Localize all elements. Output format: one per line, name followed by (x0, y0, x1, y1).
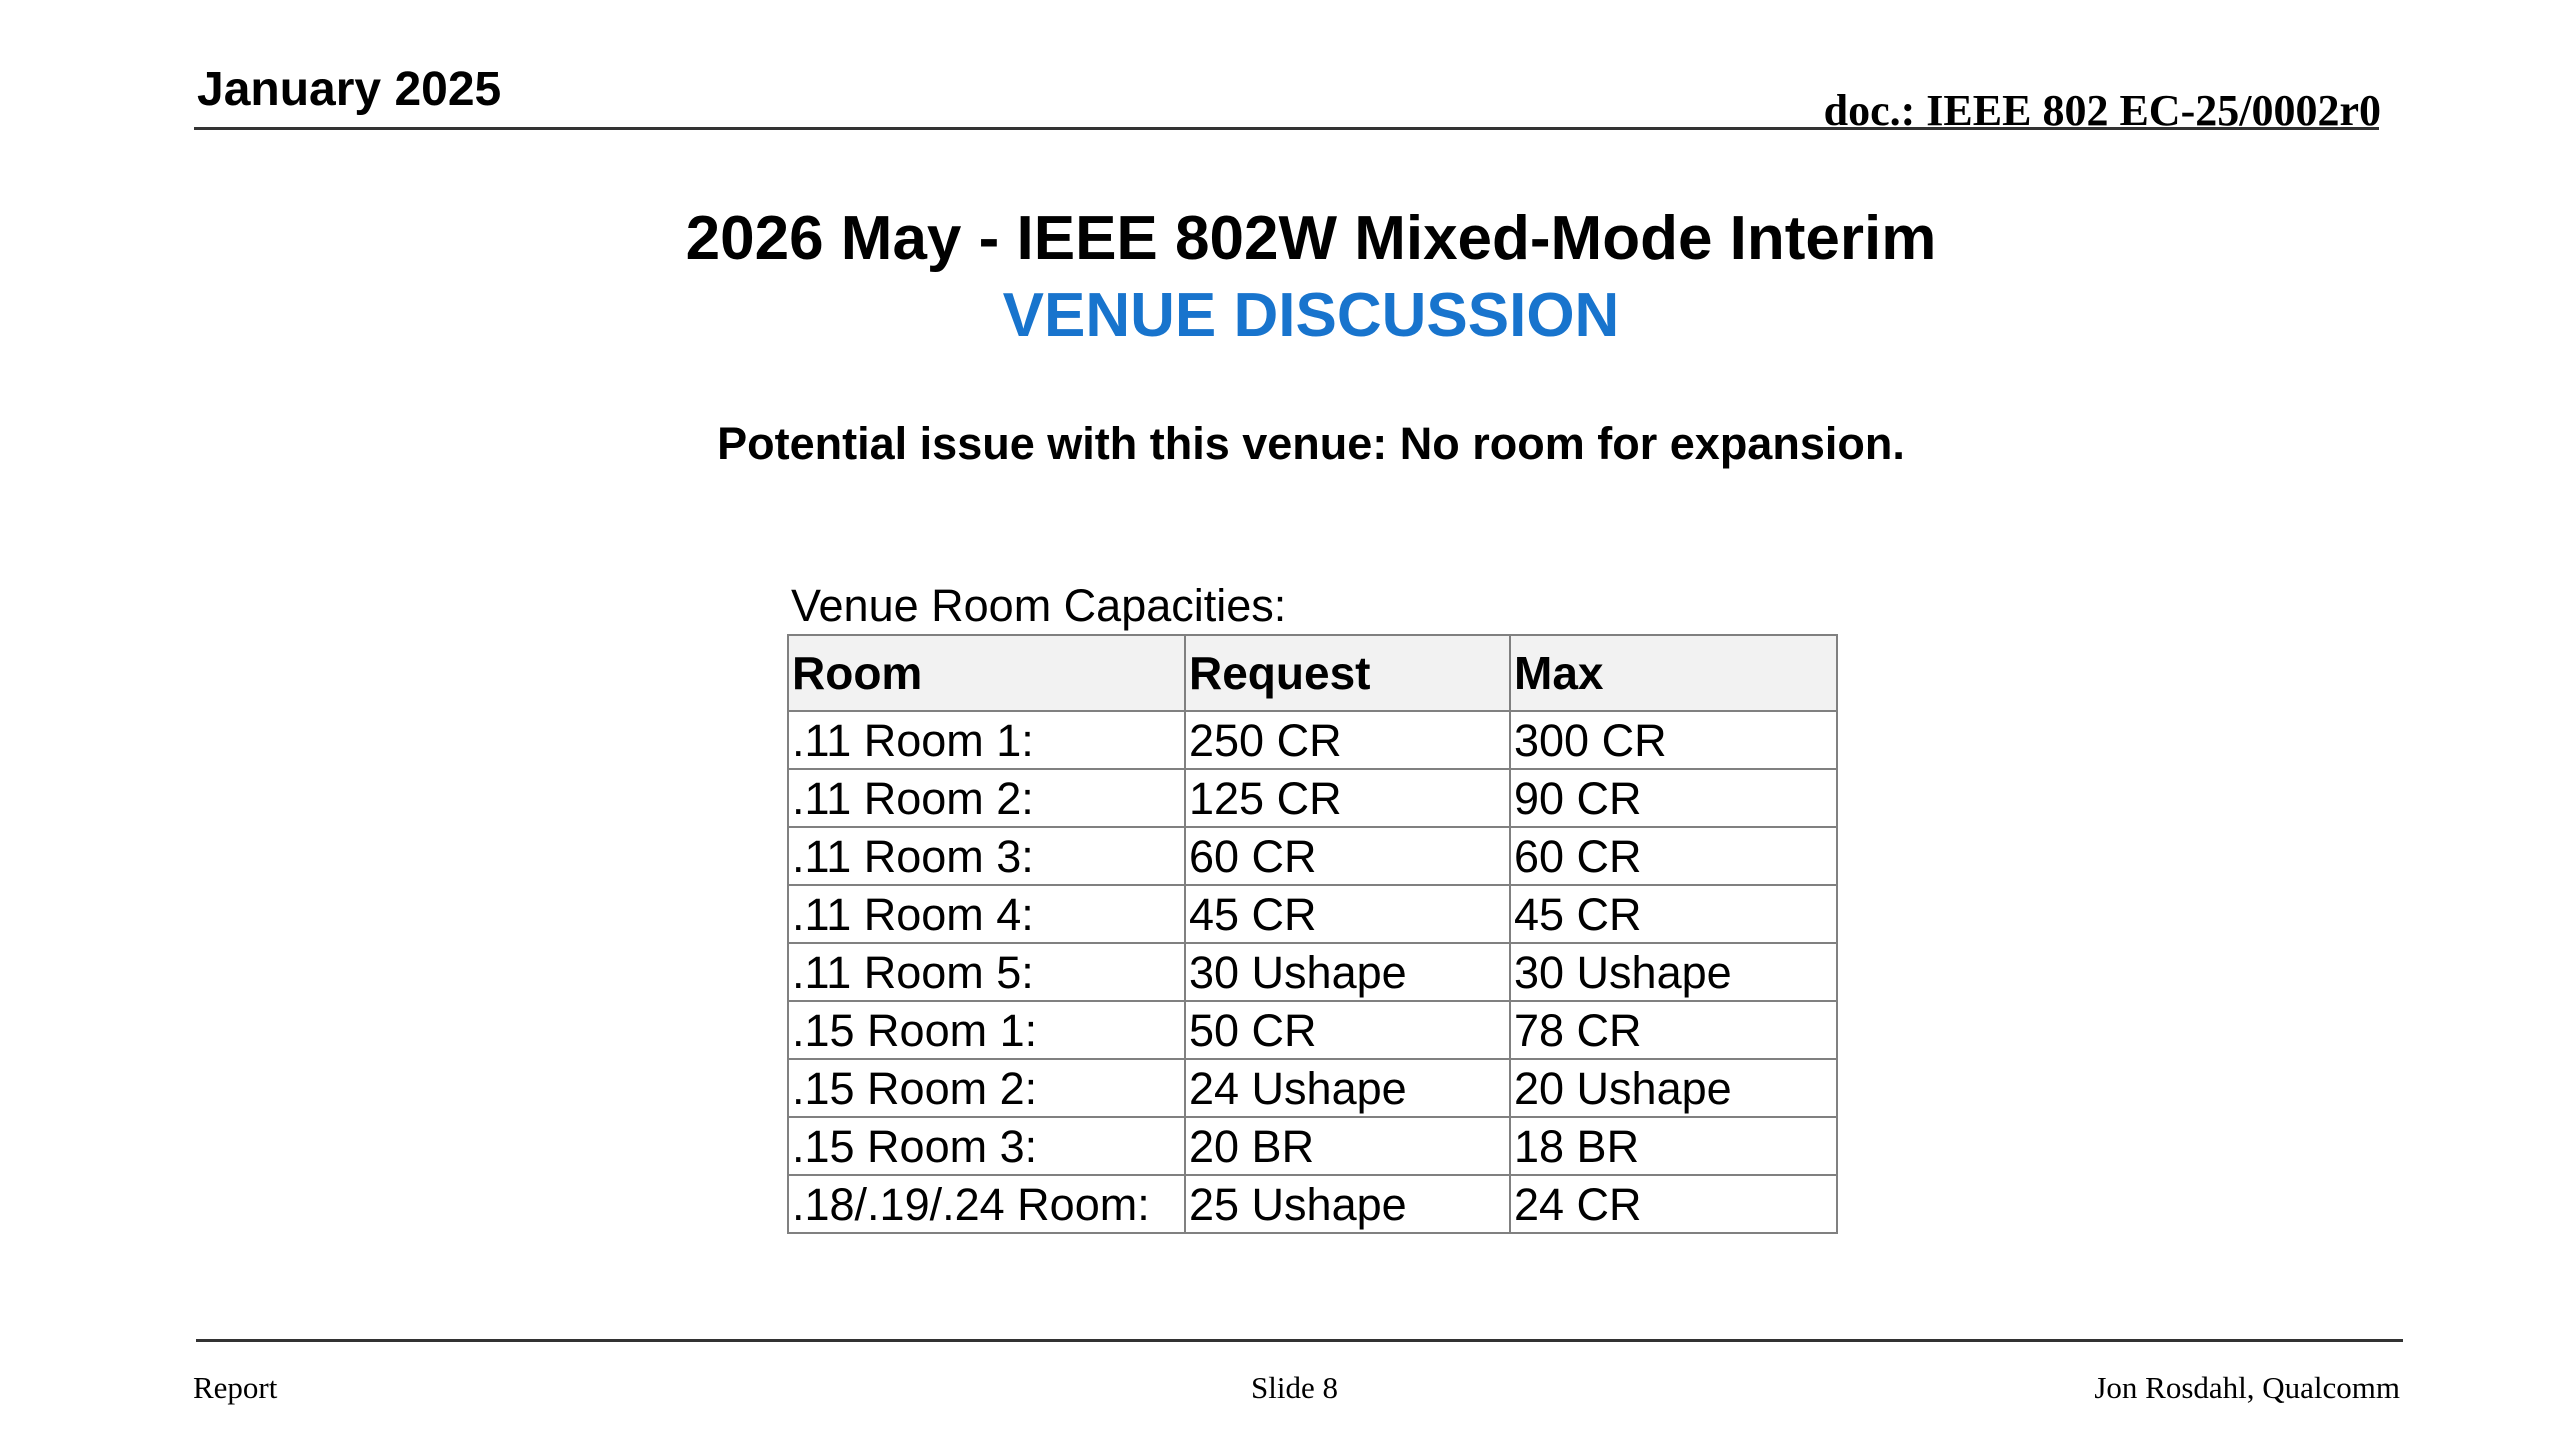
header-max: Max (1510, 635, 1837, 711)
table-row (788, 885, 1837, 943)
cell-room: .11 Room 4: (788, 885, 1185, 943)
cell-max: 45 CR (1510, 885, 1837, 943)
cell-request: 250 CR (1185, 711, 1510, 769)
cell-room: .11 Room 2: (788, 769, 1185, 827)
header-divider (194, 127, 2379, 130)
table-row (788, 1117, 1837, 1175)
cell-room: .15 Room 1: (788, 1001, 1185, 1059)
table-row (788, 1175, 1837, 1233)
cell-max: 18 BR (1510, 1117, 1837, 1175)
cell-request: 45 CR (1185, 885, 1510, 943)
cell-room: .11 Room 3: (788, 827, 1185, 885)
cell-max: 90 CR (1510, 769, 1837, 827)
slide-title: 2026 May - IEEE 802W Mixed-Mode Interim (685, 204, 1937, 273)
cell-room: .15 Room 2: (788, 1059, 1185, 1117)
header-room: Room (788, 635, 1185, 711)
cell-request: 25 Ushape (1185, 1175, 1510, 1233)
cell-max: 20 Ushape (1510, 1059, 1837, 1117)
cell-room: .11 Room 1: (788, 711, 1185, 769)
room-capacity-table (787, 634, 1838, 1234)
table-row (788, 769, 1837, 827)
table-row (788, 827, 1837, 885)
footer-divider (196, 1339, 2403, 1342)
header-doc-id: doc.: IEEE 802 EC-25/0002r0 (1823, 86, 2381, 135)
cell-request: 20 BR (1185, 1117, 1510, 1175)
cell-max: 300 CR (1510, 711, 1837, 769)
slide-subtitle: VENUE DISCUSSION (1002, 281, 1620, 350)
cell-request: 125 CR (1185, 769, 1510, 827)
table-header-row (788, 635, 1837, 711)
cell-max: 78 CR (1510, 1001, 1837, 1059)
cell-max: 30 Ushape (1510, 943, 1837, 1001)
table-row (788, 1001, 1837, 1059)
cell-max: 24 CR (1510, 1175, 1837, 1233)
header-date: January 2025 (197, 63, 502, 116)
footer-label: Report (193, 1370, 278, 1405)
cell-max: 60 CR (1510, 827, 1837, 885)
footer-author: Jon Rosdahl, Qualcomm (2094, 1370, 2400, 1405)
cell-request: 30 Ushape (1185, 943, 1510, 1001)
table-caption: Venue Room Capacities: (791, 580, 1287, 631)
table-row (788, 943, 1837, 1001)
issue-statement: Potential issue with this venue: No room for expansion. (717, 418, 1905, 469)
cell-room: .18/.19/.24 Room: (788, 1175, 1185, 1233)
cell-request: 24 Ushape (1185, 1059, 1510, 1117)
table-row (788, 711, 1837, 769)
table-row (788, 1059, 1837, 1117)
cell-request: 60 CR (1185, 827, 1510, 885)
slide-number: Slide 8 (1251, 1370, 1338, 1405)
cell-room: .11 Room 5: (788, 943, 1185, 1001)
header-request: Request (1185, 635, 1510, 711)
cell-room: .15 Room 3: (788, 1117, 1185, 1175)
cell-request: 50 CR (1185, 1001, 1510, 1059)
